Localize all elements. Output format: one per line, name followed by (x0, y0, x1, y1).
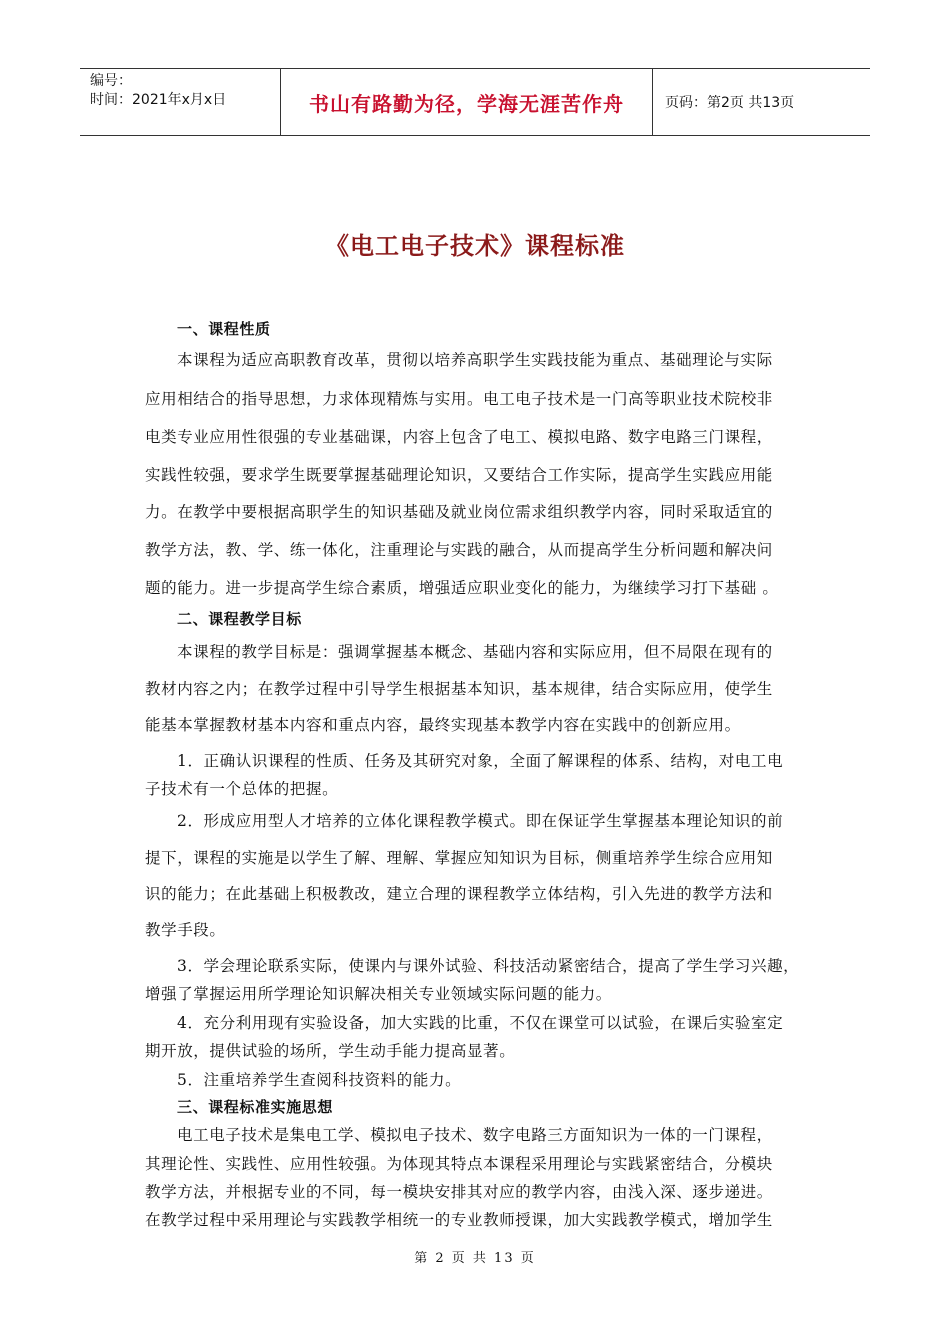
list-item-line: 1．正确认识课程的性质、任务及其研究对象，全面了解课程的体系、结构，对电工电 (177, 752, 784, 770)
list-item-line: 期开放，提供试验的场所，学生动手能力提高显著。 (145, 1042, 516, 1060)
paragraph-line: 在教学过程中采用理论与实践教学相统一的专业教师授课，加大实践教学模式，增加学生 (145, 1211, 773, 1229)
document-title: 《电工电子技术》课程标准 (325, 232, 625, 260)
paragraph-line: 教材内容之内；在教学过程中引导学生根据基本知识，基本规律，结合实际应用，使学生 (145, 680, 773, 698)
list-item-line: 识的能力；在此基础上积极教改，建立合理的课程教学立体结构，引入先进的教学方法和 (145, 885, 773, 903)
header-meta (80, 69, 281, 135)
list-item-line: 3．学会理论联系实际，使课内与课外试验、科技活动紧密结合，提高了学生学习兴趣， (177, 957, 800, 975)
paragraph-line: 电类专业应用性很强的专业基础课，内容上包含了电工、模拟电路、数字电路三门课程， (145, 428, 773, 446)
list-item-line: 2．形成应用型人才培养的立体化课程教学模式。即在保证学生掌握基本理论知识的前 (177, 812, 784, 830)
paragraph-line: 力。在教学中要根据高职学生的知识基础及就业岗位需求组织教学内容，同时采取适宜的 (145, 503, 773, 521)
paragraph-line: 实践性较强，要求学生既要掌握基础理论知识，又要结合工作实际，提高学生实践应用能 (145, 466, 773, 484)
section-heading: 二、课程教学目标 (177, 610, 302, 628)
paragraph-line: 教学方法，教、学、练一体化，注重理论与实践的融合，从而提高学生分析问题和解决问 (145, 541, 773, 559)
paragraph-line: 能基本掌握教材基本内容和重点内容，最终实现基本教学内容在实践中的创新应用。 (145, 716, 741, 734)
list-item-line: 教学手段。 (145, 921, 226, 939)
paragraph-line: 题的能力。进一步提高学生综合素质，增强适应职业变化的能力，为继续学习打下基础 。 (145, 579, 779, 597)
header-motto: 书山有路勤为径，学海无涯苦作舟 (281, 69, 653, 135)
paragraph-line: 教学方法，并根据专业的不同，每一模块安排其对应的教学内容，由浅入深、逐步递进。 (145, 1183, 773, 1201)
list-item-line: 5．注重培养学生查阅科技资料的能力。 (177, 1071, 462, 1089)
page-footer: 第 2 页 共 13 页 (414, 1251, 536, 1266)
time-label: 时间：2021年x月x日 (90, 92, 227, 108)
section-heading: 一、课程性质 (177, 320, 271, 338)
header-page-info: 页码：第2页 共13页 (665, 95, 795, 111)
list-item-line: 子技术有一个总体的把握。 (145, 780, 339, 798)
paragraph-line: 本课程为适应高职教育改革，贯彻以培养高职学生实践技能为重点、基础理论与实际 (177, 351, 773, 369)
list-item-line: 4．充分利用现有实验设备，加大实践的比重，不仅在课堂可以试验，在课后实验室定 (177, 1014, 784, 1032)
section-heading: 三、课程标准实施思想 (177, 1098, 334, 1116)
paragraph-line: 应用相结合的指导思想，力求体现精炼与实用。电工电子技术是一门高等职业技术院校非 (145, 390, 773, 408)
number-label: 编号： (90, 73, 132, 89)
list-item-line: 增强了掌握运用所学理论知识解决相关专业领域实际问题的能力。 (145, 985, 612, 1003)
paragraph-line: 电工电子技术是集电工学、模拟电子技术、数字电路三方面知识为一体的一门课程， (177, 1126, 773, 1144)
paragraph-line: 本课程的教学目标是：强调掌握基本概念、基础内容和实际应用，但不局限在现有的 (177, 643, 773, 661)
list-item-line: 提下，课程的实施是以学生了解、理解、掌握应知知识为目标，侧重培养学生综合应用知 (145, 849, 773, 867)
paragraph-line: 其理论性、实践性、应用性较强。为体现其特点本课程采用理论与实践紧密结合，分模块 (145, 1155, 773, 1173)
document-header (80, 68, 870, 136)
